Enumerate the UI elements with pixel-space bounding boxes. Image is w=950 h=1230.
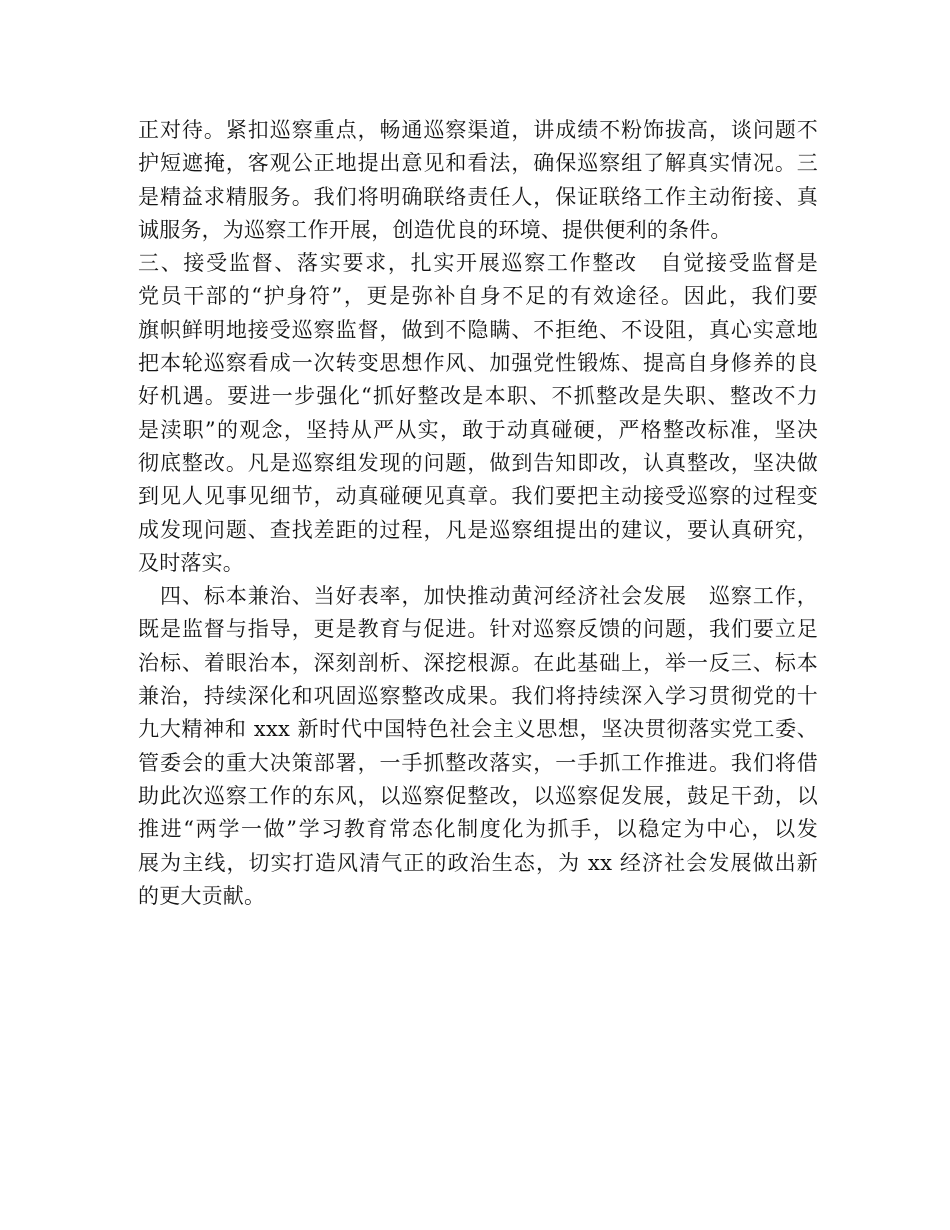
text-line: 旗帜鲜明地接受巡察监督，做到不隐瞒、不拒绝、不设阻，真心实意地 bbox=[138, 317, 818, 342]
section-heading-line: 四、标本兼治、当好表率，加快推动黄河经济社会发展 巡察工作， bbox=[138, 584, 818, 609]
text-line: 九大精神和 xxx 新时代中国特色社会主义思想，坚决贯彻落实党工委、 bbox=[138, 717, 818, 742]
text-line: 管委会的重大决策部署，一手抓整改落实，一手抓工作推进。我们将借 bbox=[138, 750, 818, 775]
text-line: 彻底整改。凡是巡察组发现的问题，做到告知即改，认真整改，坚决做 bbox=[138, 450, 818, 475]
text-line: 治标、着眼治本，深刻剖析、深挖根源。在此基础上，举一反三、标本 bbox=[138, 650, 818, 675]
text-line: 是渎职”的观念，坚持从严从实，敢于动真碰硬，严格整改标准，坚决 bbox=[138, 417, 818, 442]
text-line: 到见人见事见细节，动真碰硬见真章。我们要把主动接受巡察的过程变 bbox=[138, 484, 818, 509]
text-line: 推进“两学一做”学习教育常态化制度化为抓手，以稳定为中心，以发 bbox=[138, 817, 818, 842]
text-line: 助此次巡察工作的东风，以巡察促整改，以巡察促发展，鼓足干劲，以 bbox=[138, 783, 818, 808]
body-text bbox=[138, 114, 818, 913]
text-line: 成发现问题、查找差距的过程，凡是巡察组提出的建议，要认真研究， bbox=[138, 517, 818, 542]
text-line: 诚服务，为巡察工作开展，创造优良的环境、提供便利的条件。 bbox=[138, 217, 732, 242]
text-line: 的更大贡献。 bbox=[138, 883, 266, 908]
text-line: 及时落实。 bbox=[138, 550, 244, 575]
text-line: 正对待。紧扣巡察重点，畅通巡察渠道，讲成绩不粉饰拔高，谈问题不 bbox=[138, 118, 818, 142]
text-line: 兼治，持续深化和巩固巡察整改成果。我们将持续深入学习贯彻党的十 bbox=[138, 684, 818, 709]
section-heading-line: 三、接受监督、落实要求，扎实开展巡察工作整改 自觉接受监督是 bbox=[138, 251, 818, 276]
text-line: 既是监督与指导，更是教育与促进。针对巡察反馈的问题，我们要立足 bbox=[138, 617, 818, 642]
text-line: 党员干部的“护身符”，更是弥补自身不足的有效途径。因此，我们要 bbox=[138, 284, 818, 309]
text-line: 是精益求精服务。我们将明确联络责任人，保证联络工作主动衔接、真 bbox=[138, 184, 818, 209]
text-line: 好机遇。要进一步强化“抓好整改是本职、不抓整改是失职、整改不力 bbox=[138, 384, 818, 409]
text-line: 护短遮掩，客观公正地提出意见和看法，确保巡察组了解真实情况。三 bbox=[138, 151, 818, 176]
text-line: 把本轮巡察看成一次转变思想作风、加强党性锻炼、提高自身修养的良 bbox=[138, 351, 818, 376]
text-line: 展为主线，切实打造风清气正的政治生态，为 xx 经济社会发展做出新 bbox=[138, 850, 818, 875]
